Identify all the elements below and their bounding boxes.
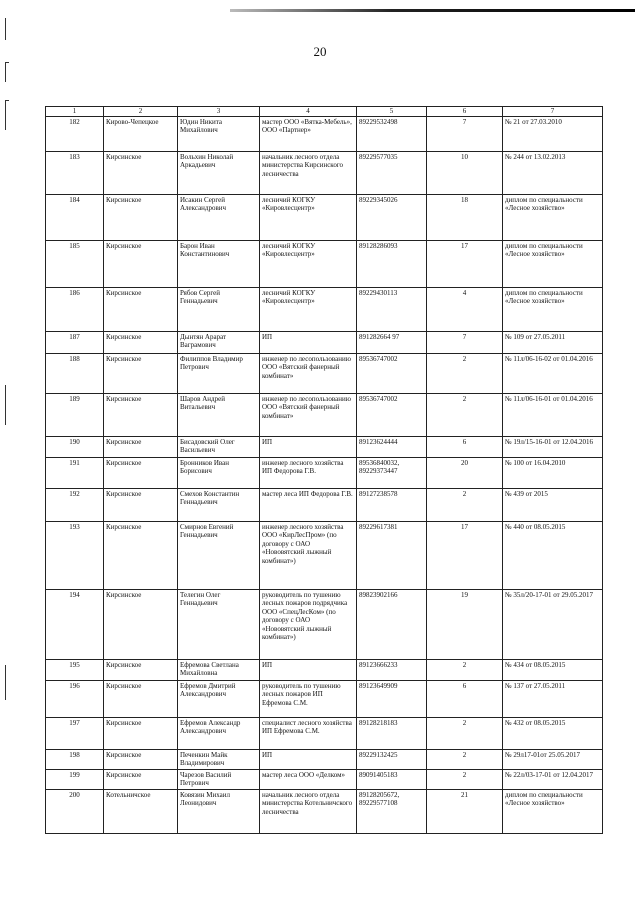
phone-cell: 89127238578 — [357, 488, 427, 521]
phone-cell: 89536747002 — [357, 353, 427, 393]
experience-cell: 2 — [427, 488, 503, 521]
row-number: 182 — [46, 116, 104, 151]
table-row — [46, 749, 603, 769]
name-cell: Барон Иван Константинович — [178, 240, 260, 287]
position-cell: лесничий КОГКУ «Кировлесцентр» — [260, 240, 357, 287]
name-cell: Ефремов Дмитрий Александрович — [178, 680, 260, 717]
document-cell: № 21 от 27.03.2010 — [503, 116, 603, 151]
experience-cell: 2 — [427, 393, 503, 436]
table-row — [46, 521, 603, 589]
document-cell: № 439 от 2015 — [503, 488, 603, 521]
name-cell: Вольхин Николай Аркадьевич — [178, 151, 260, 194]
row-number: 187 — [46, 331, 104, 353]
experience-cell: 7 — [427, 331, 503, 353]
district-cell: Кирсинское — [104, 521, 178, 589]
document-cell: № 432 от 08.05.2015 — [503, 717, 603, 749]
phone-cell: 89123624444 — [357, 436, 427, 457]
table-row — [46, 393, 603, 436]
position-cell: мастер леса ИП Федорова Г.В. — [260, 488, 357, 521]
phone-cell: 89823902166 — [357, 589, 427, 659]
name-cell: Шаров Андрей Витальевич — [178, 393, 260, 436]
document-cell: № 137 от 27.05.2011 — [503, 680, 603, 717]
document-cell: № 244 от 13.02.2013 — [503, 151, 603, 194]
experience-cell: 20 — [427, 457, 503, 488]
registry-table — [45, 106, 603, 834]
name-cell: Чарезов Василий Петрович — [178, 769, 260, 789]
column-header: 7 — [503, 107, 603, 117]
column-header: 5 — [357, 107, 427, 117]
document-cell: № 29л17-01от 25.05.2017 — [503, 749, 603, 769]
district-cell: Кирсинское — [104, 287, 178, 331]
position-cell: лесничий КОГКУ «Кировлесцентр» — [260, 194, 357, 240]
phone-cell: 89229430113 — [357, 287, 427, 331]
phone-cell: 89229345026 — [357, 194, 427, 240]
document-cell: № 19л/15-16-01 от 12.04.2016 — [503, 436, 603, 457]
name-cell: Ефремова Светлана Михайловна — [178, 659, 260, 680]
district-cell: Кирсинское — [104, 393, 178, 436]
phone-cell: 89229617381 — [357, 521, 427, 589]
column-header: 4 — [260, 107, 357, 117]
column-header: 2 — [104, 107, 178, 117]
margin-mark — [5, 665, 6, 700]
document-cell: № 440 от 08.05.2015 — [503, 521, 603, 589]
district-cell: Кирсинское — [104, 680, 178, 717]
district-cell: Кирово-Чепецкое — [104, 116, 178, 151]
table-row — [46, 353, 603, 393]
table-row — [46, 589, 603, 659]
row-number: 194 — [46, 589, 104, 659]
name-cell: Бисадовский Олег Васильевич — [178, 436, 260, 457]
phone-cell: 89229132425 — [357, 749, 427, 769]
table-row — [46, 488, 603, 521]
row-number: 192 — [46, 488, 104, 521]
position-cell: ИП — [260, 749, 357, 769]
column-header: 3 — [178, 107, 260, 117]
position-cell: инженер лесного хозяйства ИП Федорова Г.В. — [260, 457, 357, 488]
district-cell: Кирсинское — [104, 717, 178, 749]
row-number: 195 — [46, 659, 104, 680]
row-number: 186 — [46, 287, 104, 331]
experience-cell: 2 — [427, 717, 503, 749]
name-cell: Смирнов Евгений Геннадьевич — [178, 521, 260, 589]
experience-cell: 17 — [427, 521, 503, 589]
row-number: 193 — [46, 521, 104, 589]
name-cell: Печенкин Майк Владимирович — [178, 749, 260, 769]
name-cell: Телегин Олег Геннадьевич — [178, 589, 260, 659]
district-cell: Кирсинское — [104, 769, 178, 789]
position-cell: ИП — [260, 659, 357, 680]
phone-cell: 89128218183 — [357, 717, 427, 749]
table-row — [46, 194, 603, 240]
phone-cell: 89536747002 — [357, 393, 427, 436]
table-row — [46, 769, 603, 789]
row-number: 183 — [46, 151, 104, 194]
table-body — [46, 116, 603, 833]
row-number: 190 — [46, 436, 104, 457]
name-cell: Ефремов Александр Александрович — [178, 717, 260, 749]
experience-cell: 17 — [427, 240, 503, 287]
position-cell: начальник лесного отдела министерства Котельничского лесничества — [260, 789, 357, 833]
position-cell: мастер леса ООО «Делком» — [260, 769, 357, 789]
table-row — [46, 331, 603, 353]
margin-mark — [5, 385, 6, 425]
position-cell: ИП — [260, 436, 357, 457]
column-header: 6 — [427, 107, 503, 117]
experience-cell: 6 — [427, 436, 503, 457]
position-cell: инженер по лесопользованию ООО «Вятский фанерный комбинат» — [260, 393, 357, 436]
row-number: 188 — [46, 353, 104, 393]
margin-mark — [5, 18, 6, 40]
experience-cell: 2 — [427, 769, 503, 789]
experience-cell: 4 — [427, 287, 503, 331]
name-cell: Смехов Константин Геннадьевич — [178, 488, 260, 521]
row-number: 189 — [46, 393, 104, 436]
district-cell: Кирсинское — [104, 436, 178, 457]
table-row — [46, 151, 603, 194]
position-cell: лесничий КОГКУ «Кировлесцентр» — [260, 287, 357, 331]
document-cell: № 109 от 27.05.2011 — [503, 331, 603, 353]
document-cell: № 100 от 16.04.2010 — [503, 457, 603, 488]
page-number: 20 — [313, 44, 327, 59]
district-cell: Кирсинское — [104, 353, 178, 393]
name-cell: Исакин Сергей Александрович — [178, 194, 260, 240]
table-row — [46, 240, 603, 287]
document-cell: № 22л/03-17-01 от 12.04.2017 — [503, 769, 603, 789]
position-cell: руководитель по тушению лесных пожаров подрядчика ООО «СпецЛесКом» (по договору с ОАО «Нововятский лыжный комбинат») — [260, 589, 357, 659]
experience-cell: 6 — [427, 680, 503, 717]
table-row — [46, 680, 603, 717]
experience-cell: 10 — [427, 151, 503, 194]
row-number: 199 — [46, 769, 104, 789]
table-row — [46, 116, 603, 151]
row-number: 197 — [46, 717, 104, 749]
experience-cell: 2 — [427, 353, 503, 393]
district-cell: Кирсинское — [104, 749, 178, 769]
row-number: 200 — [46, 789, 104, 833]
name-cell: Ковязин Михаил Леонидович — [178, 789, 260, 833]
name-cell: Бронников Иван Борисович — [178, 457, 260, 488]
name-cell: Филиппов Владимир Петрович — [178, 353, 260, 393]
row-number: 198 — [46, 749, 104, 769]
name-cell: Рябов Сергей Геннадьевич — [178, 287, 260, 331]
table-row — [46, 287, 603, 331]
phone-cell: 89091405183 — [357, 769, 427, 789]
row-number: 184 — [46, 194, 104, 240]
position-cell: инженер по лесопользованию ООО «Вятский фанерный комбинат» — [260, 353, 357, 393]
margin-mark — [5, 62, 6, 82]
experience-cell: 7 — [427, 116, 503, 151]
top-rule — [230, 9, 635, 12]
header-row — [46, 107, 603, 117]
position-cell: начальник лесного отдела министерства Кирсинского лесничества — [260, 151, 357, 194]
table-row — [46, 457, 603, 488]
document-cell: диплом по специальности «Лесное хозяйство» — [503, 789, 603, 833]
row-number: 191 — [46, 457, 104, 488]
position-cell: мастер ООО «Вятка-Мебель», ООО «Партнер» — [260, 116, 357, 151]
name-cell: Дынтян Арарат Ваграмович — [178, 331, 260, 353]
document-cell: диплом по специальности «Лесное хозяйство» — [503, 194, 603, 240]
phone-cell: 89128205672, 89229577108 — [357, 789, 427, 833]
district-cell: Кирсинское — [104, 331, 178, 353]
position-cell: специалист лесного хозяйства ИП Ефремова С.М. — [260, 717, 357, 749]
experience-cell: 2 — [427, 659, 503, 680]
document-cell: № 11л/06-16-01 от 01.04.2016 — [503, 393, 603, 436]
district-cell: Котельничское — [104, 789, 178, 833]
district-cell: Кирсинское — [104, 659, 178, 680]
experience-cell: 18 — [427, 194, 503, 240]
district-cell: Кирсинское — [104, 194, 178, 240]
document-cell: № 35л/20-17-01 от 29.05.2017 — [503, 589, 603, 659]
table-row — [46, 436, 603, 457]
district-cell: Кирсинское — [104, 240, 178, 287]
phone-cell: 891282664 97 — [357, 331, 427, 353]
phone-cell: 89229532498 — [357, 116, 427, 151]
document-cell: № 11л/06-16-02 от 01.04.2016 — [503, 353, 603, 393]
experience-cell: 21 — [427, 789, 503, 833]
position-cell: руководитель по тушению лесных пожаров ИП Ефремова С.М. — [260, 680, 357, 717]
document-cell: диплом по специальности «Лесное хозяйство» — [503, 287, 603, 331]
phone-cell: 89229577035 — [357, 151, 427, 194]
position-cell: ИП — [260, 331, 357, 353]
district-cell: Кирсинское — [104, 589, 178, 659]
phone-cell: 89123649909 — [357, 680, 427, 717]
margin-mark — [5, 100, 6, 130]
phone-cell: 89123666233 — [357, 659, 427, 680]
table-row — [46, 789, 603, 833]
table-row — [46, 717, 603, 749]
document-cell: диплом по специальности «Лесное хозяйство» — [503, 240, 603, 287]
table-row — [46, 659, 603, 680]
district-cell: Кирсинское — [104, 457, 178, 488]
column-header: 1 — [46, 107, 104, 117]
phone-cell: 89536840032, 89229373447 — [357, 457, 427, 488]
row-number: 196 — [46, 680, 104, 717]
phone-cell: 89128286093 — [357, 240, 427, 287]
experience-cell: 2 — [427, 749, 503, 769]
district-cell: Кирсинское — [104, 488, 178, 521]
document-cell: № 434 от 08.05.2015 — [503, 659, 603, 680]
position-cell: инженер лесного хозяйства ООО «КирЛесПром» (по договору с ОАО «Нововятский лыжный комбинат») — [260, 521, 357, 589]
district-cell: Кирсинское — [104, 151, 178, 194]
name-cell: Юдин Никита Михайлович — [178, 116, 260, 151]
experience-cell: 19 — [427, 589, 503, 659]
row-number: 185 — [46, 240, 104, 287]
